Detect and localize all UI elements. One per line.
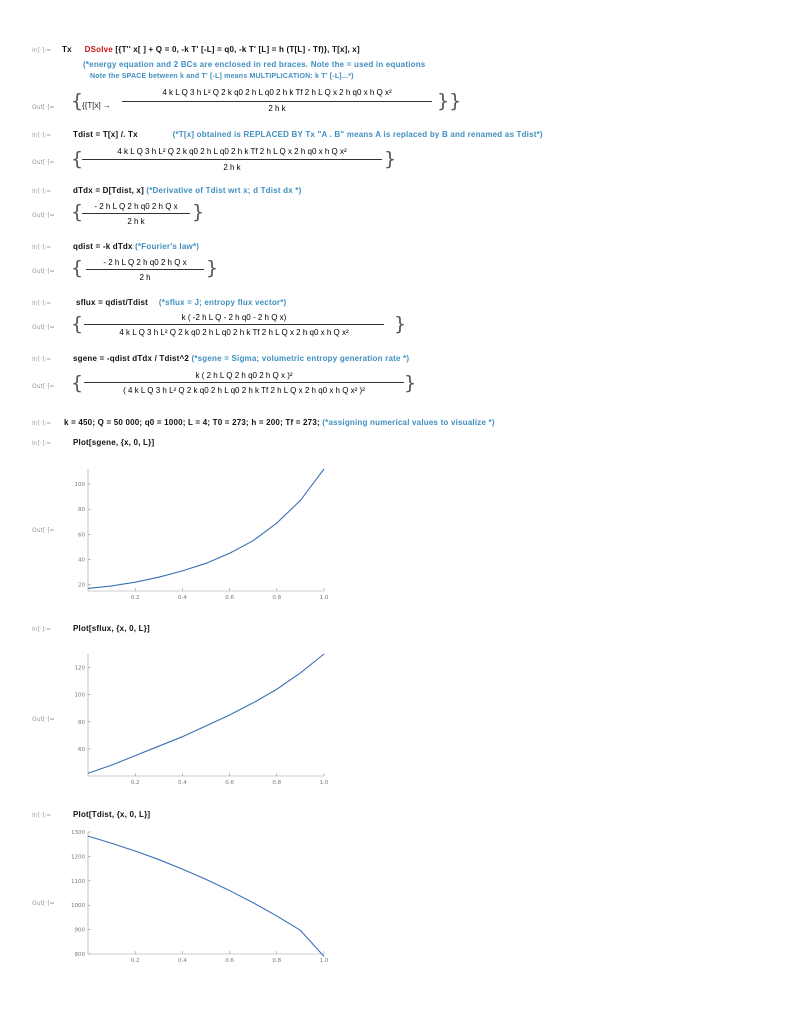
out-label: Out[·]= (32, 383, 55, 390)
params-comment: (*assigning numerical values to visualize *) (322, 418, 495, 427)
input-line-dsolve[interactable] (62, 45, 360, 54)
close-brace: } (404, 372, 417, 394)
qdist-comment: (*Fourier's law*) (135, 242, 200, 251)
y-tick-label: 1300 (71, 830, 85, 836)
params-code: k = 450; Q = 50 000; q0 = 1000; L = 4; T0 = 273; h = 200; Tf = 273; (64, 418, 320, 427)
series-line (88, 654, 324, 773)
open-brace: { (71, 313, 84, 335)
fraction-bar (86, 269, 204, 270)
open-brace: { (71, 201, 84, 223)
input-line-sflux[interactable] (76, 298, 286, 307)
input-line-plot-sgene[interactable]: Plot[sgene, {x, 0, L}] (73, 438, 155, 447)
out-label: Out[·]= (32, 716, 55, 723)
out-label: Out[·]= (32, 527, 55, 534)
open-brace: { (71, 372, 84, 394)
y-tick-label: 100 (74, 482, 85, 489)
out-label: Out[·]= (32, 104, 55, 111)
fraction-bar (84, 324, 384, 325)
y-tick-label: 80 (78, 719, 85, 726)
sgene-comment: (*sgene = Sigma; volumetric entropy generation rate *) (191, 354, 410, 363)
out-label: Out[·]= (32, 159, 55, 166)
x-tick-label: 0.6 (225, 780, 234, 786)
close-brace: } (192, 201, 205, 223)
fraction-bar (82, 213, 190, 214)
input-line-plot-tdist[interactable]: Plot[Tdist, {x, 0, L}] (73, 810, 151, 819)
output-denominator: 4 k L Q 3 h L² Q 2 k q0 2 h L q0 2 h k Tf 2 h L Q x 2 h q0 x h Q x² (119, 328, 349, 337)
out-label: Out[·]= (32, 268, 55, 275)
output-numerator: - 2 h L Q 2 h q0 2 h Q x (94, 202, 178, 211)
input-line-params[interactable] (64, 418, 495, 427)
fraction-bar (84, 382, 404, 383)
close-brace: } (206, 257, 219, 279)
close-brace: } (384, 148, 397, 170)
open-brace: { (71, 148, 84, 170)
out-label: Out[·]= (32, 324, 55, 331)
in-label: In[·]:= (32, 244, 52, 251)
sgene-code: sgene = -qdist dTdx / Tdist^2 (73, 354, 190, 363)
output-denominator: 2 h k (223, 163, 241, 172)
x-tick-label: 0.6 (225, 958, 234, 964)
y-tick-label: 900 (74, 927, 85, 934)
in-label: In[·]:= (32, 188, 52, 195)
output-denominator: 2 h (139, 273, 151, 282)
x-tick-label: 1.0 (319, 958, 329, 964)
y-tick-label: 1100 (71, 878, 85, 885)
dsolve-keyword: DSolve (84, 45, 113, 54)
x-tick-label: 0.4 (178, 958, 187, 964)
in-label: In[·]:= (32, 626, 52, 633)
in-label: In[·]:= (32, 47, 52, 54)
y-tick-label: 40 (78, 557, 85, 564)
fraction-bar (122, 101, 432, 102)
output-denominator: 2 h k (127, 217, 145, 226)
open-brace: { (71, 257, 84, 279)
sflux-comment: (*sflux = J; entropy flux vector*) (158, 298, 287, 307)
in-label: In[·]:= (32, 356, 52, 363)
out-label: Out[·]= (32, 212, 55, 219)
output-numerator: 4 k L Q 3 h L² Q 2 k q0 2 h L q0 2 h k Tf 2 h L Q x 2 h q0 x h Q x² (117, 147, 347, 156)
tdist-code: Tdist = T[x] /. Tx (73, 130, 138, 139)
x-tick-label: 0.8 (272, 780, 282, 786)
fraction-bar (82, 159, 382, 160)
sflux-code: sflux = qdist/Tdist (76, 298, 149, 307)
y-tick-label: 20 (78, 582, 85, 589)
x-tick-label: 0.4 (178, 780, 187, 786)
y-tick-label: 100 (74, 692, 85, 699)
output-numerator: 4 k L Q 3 h L² Q 2 k q0 2 h L q0 2 h k Tf 2 h L Q x 2 h q0 x h Q x² (162, 88, 392, 97)
y-tick-label: 80 (78, 507, 85, 514)
close-brace: } (394, 313, 407, 335)
plot-sgene[interactable] (74, 465, 330, 601)
x-tick-label: 0.8 (272, 958, 282, 964)
code-prefix: Tx (62, 45, 72, 54)
output-numerator: k ( -2 h L Q - 2 h q0 - 2 h Q x) (181, 313, 287, 322)
x-tick-label: 1.0 (319, 780, 329, 786)
output-numerator: - 2 h L Q 2 h q0 2 h Q x (103, 258, 187, 267)
dsolve-args: [{T'' x[ ] + Q = 0, -k T' [-L] = q0, -k T' [L] = h (T[L] - Tf)}, T[x], x] (115, 45, 360, 54)
input-line-qdist[interactable] (73, 242, 199, 251)
x-tick-label: 0.2 (130, 595, 140, 601)
x-tick-label: 0.4 (178, 595, 187, 601)
qdist-code: qdist = -k dTdx (73, 242, 133, 251)
in-label: In[·]:= (32, 812, 52, 819)
tdist-comment: (*T[x] obtained is REPLACED BY Tx "A . B" means A is replaced by B and renamed as Tdist*) (172, 130, 543, 139)
output-numerator: k ( 2 h L Q 2 h q0 2 h Q x )² (195, 371, 293, 380)
x-tick-label: 0.2 (130, 780, 140, 786)
x-tick-label: 0.8 (272, 595, 282, 601)
close-brace: }} (437, 90, 462, 112)
series-line (88, 469, 324, 588)
series-line (88, 836, 324, 956)
in-label: In[·]:= (32, 300, 52, 307)
in-label: In[·]:= (32, 132, 52, 139)
y-tick-label: 60 (78, 746, 85, 753)
y-tick-label: 800 (74, 952, 85, 958)
x-tick-label: 1.0 (319, 595, 329, 601)
plot-sflux[interactable] (74, 650, 330, 786)
output-denominator: 2 h k (268, 104, 286, 113)
open-brace: { (71, 90, 84, 112)
comment-1: (*energy equation and 2 BCs are enclosed in red braces. Note the = used in equations (83, 60, 426, 69)
y-tick-label: 60 (78, 532, 85, 539)
dtdx-comment: (*Derivative of Tdist wrt x; d Tdist dx *) (146, 186, 302, 195)
output-lhs: {{T[x] → (82, 101, 111, 110)
output-denominator: ( 4 k L Q 3 h L² Q 2 k q0 2 h L q0 2 h k Tf 2 h L Q x 2 h q0 x h Q x² )² (123, 386, 365, 395)
input-line-plot-sflux[interactable]: Plot[sflux, {x, 0, L}] (73, 624, 150, 633)
x-tick-label: 0.2 (130, 958, 140, 964)
input-line-sgene[interactable] (73, 354, 409, 363)
dtdx-code: dTdx = D[Tdist, x] (73, 186, 144, 195)
y-tick-label: 120 (74, 665, 85, 672)
comment-2: Note the SPACE between k and T' [-L] means MULTIPLICATION: k T' [-L]...*) (90, 73, 354, 80)
in-label: In[·]:= (32, 420, 52, 427)
input-line-dtdx[interactable] (73, 186, 301, 195)
input-line-tdist[interactable] (73, 130, 543, 139)
in-label: In[·]:= (32, 440, 52, 447)
plot-tdist[interactable] (71, 828, 330, 964)
x-tick-label: 0.6 (225, 595, 234, 601)
out-label: Out[·]= (32, 900, 55, 907)
y-tick-label: 1200 (71, 854, 85, 861)
y-tick-label: 1000 (71, 903, 85, 910)
